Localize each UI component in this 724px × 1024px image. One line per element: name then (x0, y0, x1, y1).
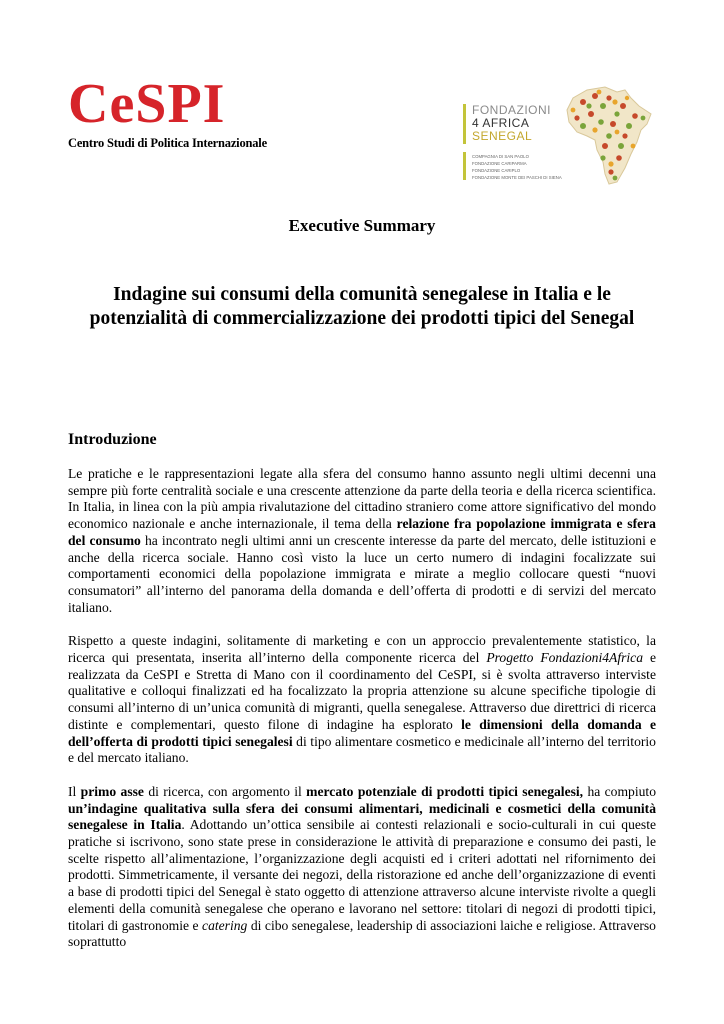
f4a-line-2: 4 AFRICA (472, 116, 530, 130)
text-run: . Adottando un’ottica sensibile ai contesti relazionali e socio-culturali in cui queste pratiche si iscrivono, sono state prese in considerazione le attività di preparazione e consumo dei pasti, le scelte rispetto all’alimentazione, l’organizzazione degli acquisti ed i criteri adottati nel rifornimento dei prodotti. Simmetricamente, il versante dei negozi, della ristorazione ed anche dell’organizzazione di eventi a base di prodotti tipici del Senegal è stato oggetto di attenzione attraverso alcune interviste rivolte a quegli elementi della comunità senegalese che operano e lavorano nel settore: titolari di negozi di prodotti tipici, titolari di gastronomie e (68, 817, 657, 933)
document-kind: Executive Summary (288, 216, 436, 235)
f4a-member: FONDAZIONE MONTE DEI PASCHI DI SIENA (472, 175, 562, 180)
text-run: e realizzata da CeSPI e Stretta di Mano con il coordinamento del CeSPI, si è svolta attraverso interviste qualitative e colloqui finalizzati ed ha focalizzato la propria attenzione su alcune specifiche tipologie di consumi all’interno di un’unica comunità di migranti, quella senegalese. Attraverso due direttrici di ricerca distinte e complementari, questo filone di indagine ha esplorato (68, 650, 657, 732)
document-title: Indagine sui consumi della comunità senegalese in Italia e le potenzialità di commercializzazione dei prodotti tipici del Senegal (89, 284, 635, 329)
section-heading: Introduzione (68, 431, 157, 448)
italic-run: catering (202, 917, 248, 933)
bold-run: primo asse (80, 783, 144, 799)
text-run: di ricerca, con argomento il (143, 783, 307, 799)
text-run: ha compiuto (583, 783, 657, 799)
paragraph (68, 784, 656, 951)
bold-run: le dimensioni della domanda e dell’offerta di prodotti tipici senegalesi (68, 716, 657, 749)
f4a-line-3: SENEGAL (472, 129, 533, 143)
cespi-logo-subtitle: Centro Studi di Politica Internazionale (68, 136, 267, 150)
cespi-logo (68, 74, 280, 151)
text-run: di tipo alimentare cosmetico e medicinale all’interno del territorio e del mercato italiano. (68, 733, 656, 766)
text-run: di cibo senegalese, leadership di associazioni laiche e religiose. Attraverso soprattutto (68, 917, 656, 950)
text-run: Rispetto a queste indagini, solitamente di marketing e con un approccio prevalentemente statistico, la ricerca qui presentata, inserita all’interno della componente ricerca del (68, 633, 656, 666)
f4a-accent-bar (463, 104, 466, 144)
bold-run: un’indagine qualitativa sulla sfera dei consumi alimentari, medicinali e cosmetici della comunità senegalese in Italia (68, 800, 656, 833)
text-run: Le pratiche e le rappresentazioni legate alla sfera del consumo hanno assunto negli ultimi decenni una sempre più forte centralità sociale e una crescente attenzione da parte della teoria e della ricerca scientifica. In Italia, in linea con la più ampia rivalutazione del cittadino straniero come attore significativo del mondo economico nazionale e anche internazionale, il tema della (68, 466, 656, 532)
paragraph (68, 633, 656, 767)
bold-run: mercato potenziale di prodotti tipici senegalesi, (306, 783, 584, 799)
f4a-member-list (472, 153, 562, 181)
f4a-accent-bar-2 (463, 152, 466, 180)
cespi-logo-wordmark: CeSPI (68, 73, 226, 135)
f4a-member: COMPAGNIA DI SAN PAOLO (472, 154, 529, 159)
paragraph (68, 466, 656, 616)
f4a-member: FONDAZIONE CARIPLO (472, 168, 521, 173)
f4a-line-1: FONDAZIONI (472, 103, 551, 117)
text-run: Il (68, 783, 81, 799)
bold-run: relazione fra popolazione immigrata e sfera del consumo (68, 516, 656, 548)
document-body (68, 466, 656, 968)
text-run: ha incontrato negli ultimi anni un crescente interesse da parte del mercato, delle istituzioni e anche della ricerca sociale. Hanno così visto la luce un certo numero di indagini focalizzate sui comportamenti economici della popolazione immigrata e mirate a meglio collocare questi “nuovi consumatori” all’interno del panorama della domanda e dell’offerta di prodotti e di servizi del mercato italiano. (68, 532, 656, 615)
africa-map-icon (565, 84, 653, 188)
italic-run: Progetto Fondazioni4Africa (486, 650, 644, 666)
f4a-member: FONDAZIONE CARIPARMA (472, 161, 527, 166)
